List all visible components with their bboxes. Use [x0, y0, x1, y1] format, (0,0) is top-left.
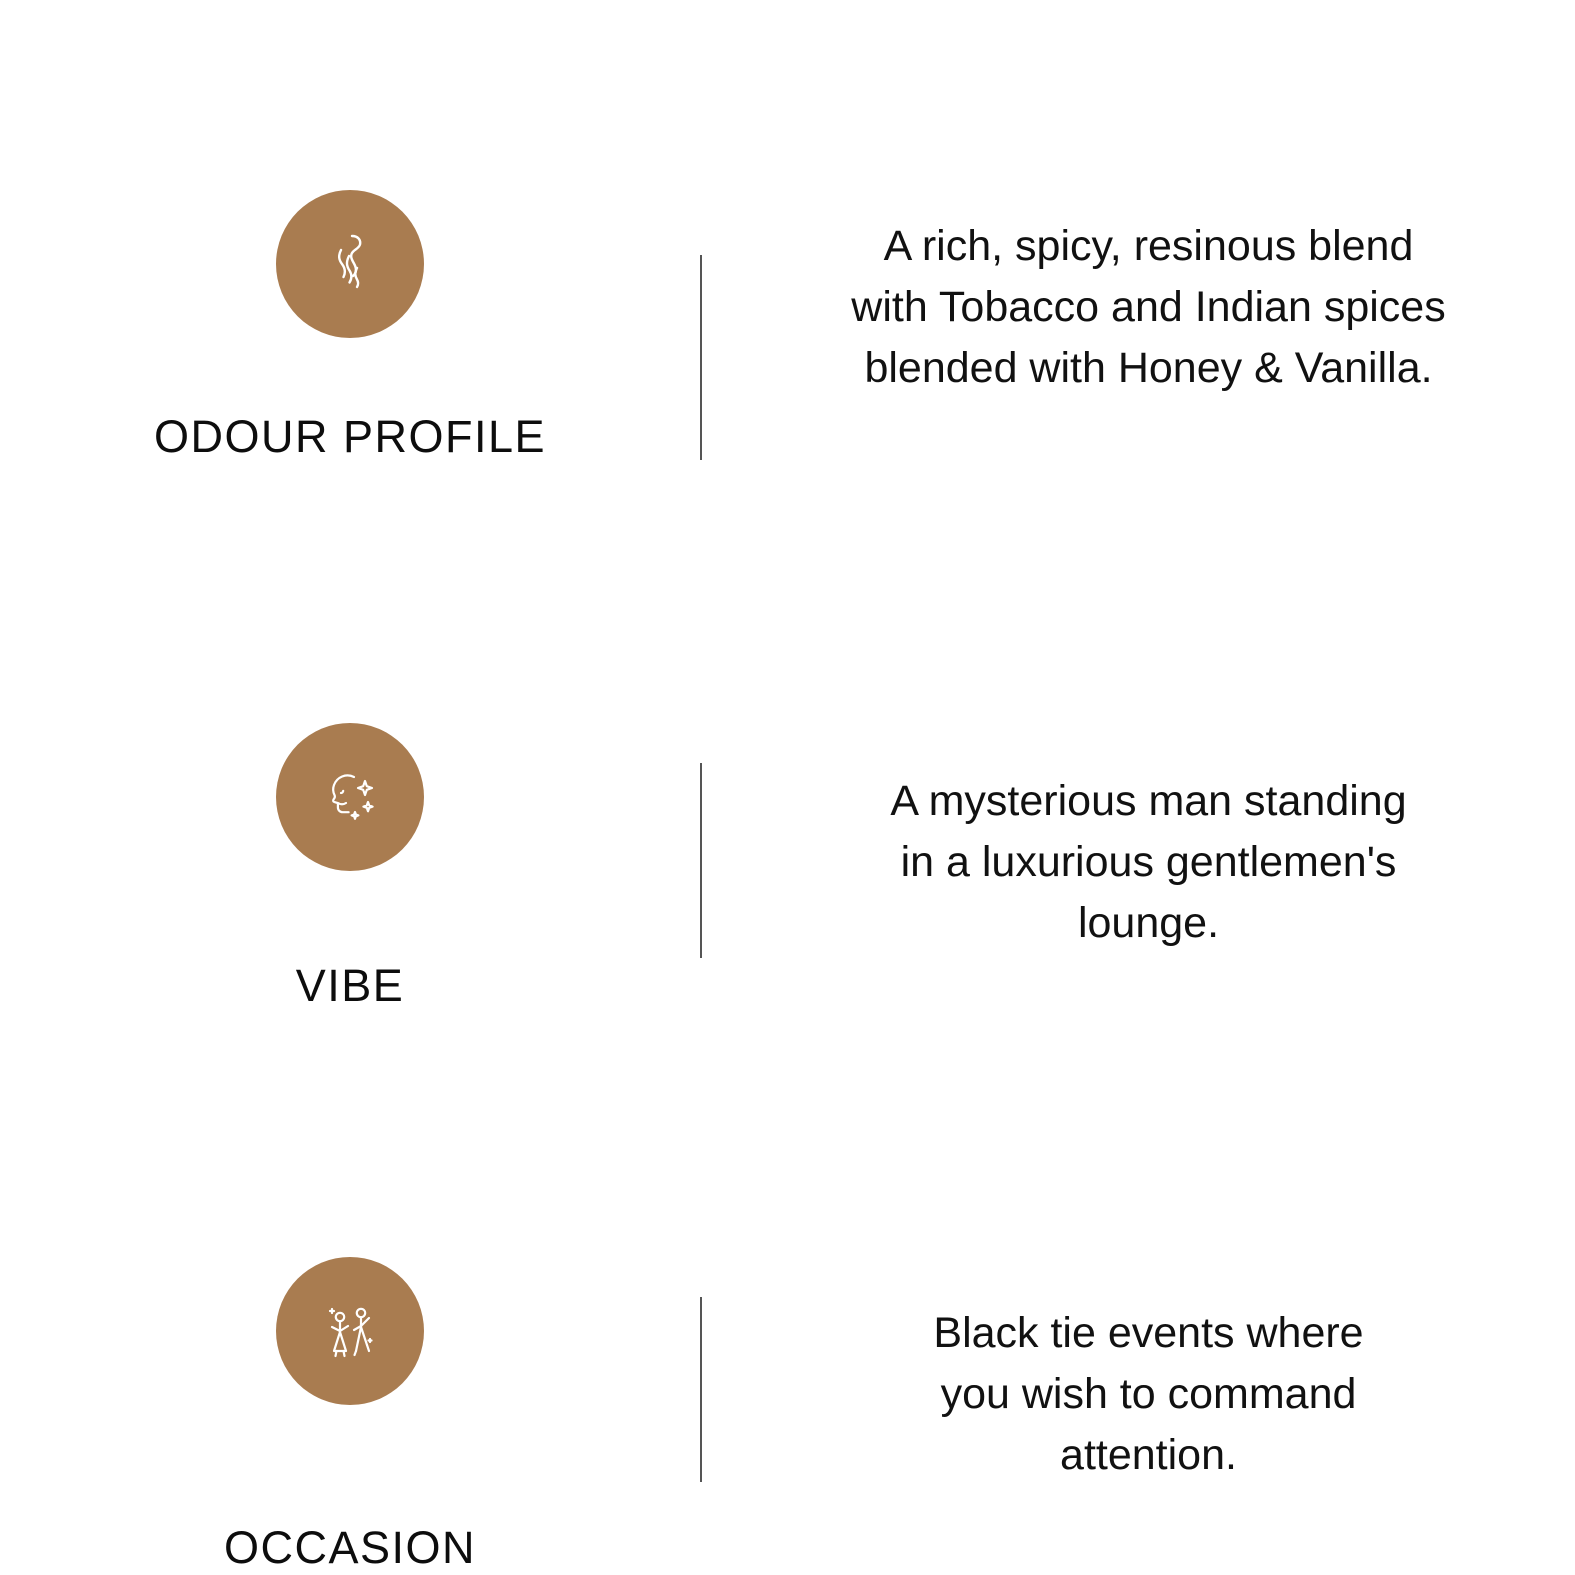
section-right-occasion	[702, 1257, 1575, 1486]
smoke-swirl-icon	[276, 190, 424, 338]
section-description: Black tie events where you wish to command attention.	[933, 1308, 1364, 1479]
section-label: OCCASION	[223, 1521, 477, 1573]
section-right-odour-profile	[702, 190, 1575, 399]
section-label: ODOUR PROFILE	[153, 411, 547, 462]
section-right-vibe	[702, 723, 1575, 954]
section-left-vibe	[0, 723, 700, 1011]
face-profile-sparkle-icon	[276, 723, 424, 871]
section-description: A rich, spicy, resinous blend with Tobacco and Indian spices blended with Honey & Vanilla.	[851, 222, 1446, 393]
section-left-odour-profile	[0, 190, 700, 462]
section-row-odour-profile	[0, 190, 1575, 508]
dancing-people-icon	[276, 1257, 424, 1405]
section-row-vibe	[0, 723, 1575, 1041]
section-left-occasion	[0, 1257, 700, 1573]
section-label: VIBE	[295, 960, 405, 1012]
section-description: A mysterious man standing in a luxurious gentlemen's lounge.	[890, 777, 1407, 948]
section-row-occasion	[0, 1257, 1575, 1575]
